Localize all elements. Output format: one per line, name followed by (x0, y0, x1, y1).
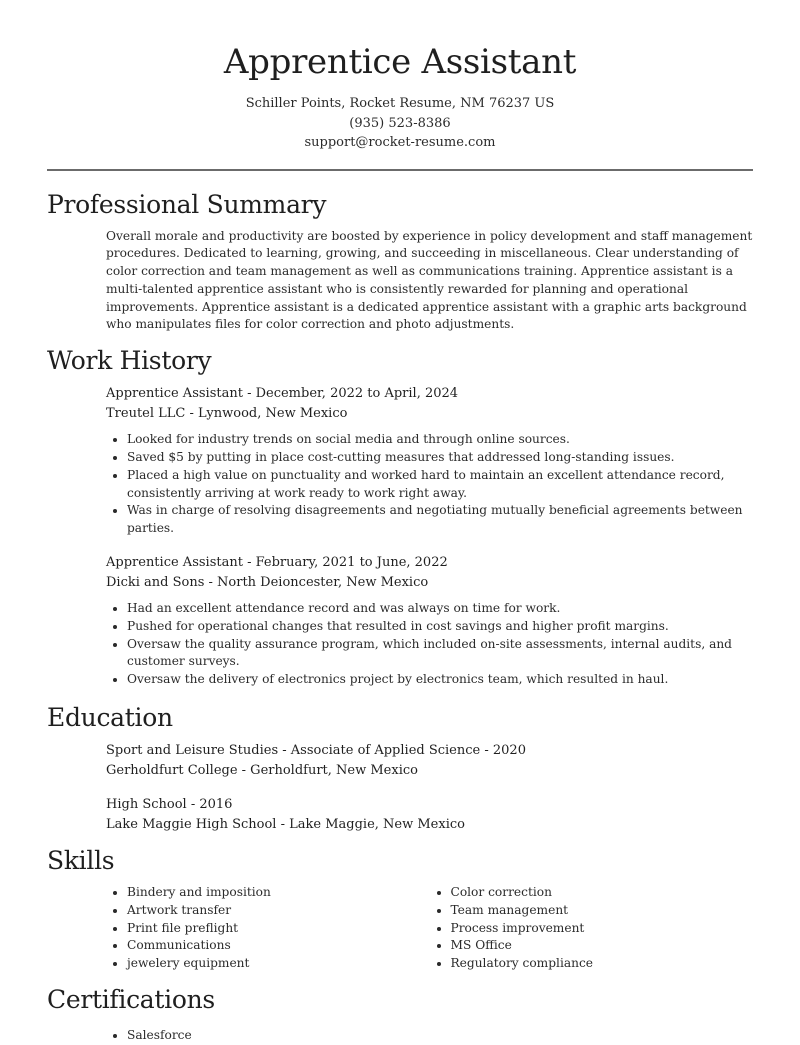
certifications-list (106, 1027, 753, 1045)
education-degree: Sport and Leisure Studies - Associate of Applied Science - 2020 (106, 743, 526, 759)
skill-item: • Communications (127, 937, 430, 955)
job-bullet: • Oversaw the quality assurance program, which included on-site assessments, internal audits, and customer surveys. (127, 636, 753, 672)
job-bullets (106, 431, 753, 538)
job-company: Treutel LLC - Lynwood, New Mexico (106, 405, 348, 421)
job-entry (106, 384, 753, 538)
skill-item: • Process improvement (451, 920, 754, 938)
skill-item: • Bindery and imposition (127, 884, 430, 902)
job-bullet: • Had an excellent attendance record and was always on time for work. (127, 600, 753, 618)
skill-item: • Team management (451, 902, 754, 920)
skill-item: • Print file preflight (127, 920, 430, 938)
section-title-education: Education (47, 703, 173, 733)
header-divider (47, 169, 753, 171)
candidate-name: Apprentice Assistant (223, 42, 577, 82)
work-history-section (0, 344, 800, 689)
email: support@rocket-resume.com (304, 135, 496, 150)
skill-item: • Artwork transfer (127, 902, 430, 920)
education-entry (106, 795, 753, 834)
job-bullet: • Looked for industry trends on social media and through online sources. (127, 431, 753, 449)
job-bullet: • Saved $5 by putting in place cost-cutting measures that addressed long-standing issues. (127, 449, 753, 467)
job-bullet: • Pushed for operational changes that resulted in cost savings and higher profit margins. (127, 618, 753, 636)
certification-item: • Salesforce (127, 1027, 753, 1045)
section-title-summary: Professional Summary (47, 189, 327, 219)
job-bullet: • Placed a high value on punctuality and worked hard to maintain an excellent attendance record, consistently arriving at work ready to work right away. (127, 467, 753, 503)
job-bullets (106, 600, 753, 689)
skill-item: • MS Office (451, 937, 754, 955)
address: Schiller Points, Rocket Resume, NM 76237 US (245, 96, 555, 111)
education-school: Gerholdfurt College - Gerholdfurt, New Mexico (106, 762, 418, 778)
education-section (0, 701, 800, 834)
section-title-certifications: Certifications (47, 985, 215, 1015)
skills-section (0, 844, 800, 973)
job-bullet: • Was in charge of resolving disagreements and negotiating mutually beneficial agreements between parties. (127, 502, 753, 538)
summary-section (0, 188, 800, 335)
section-title-skills: Skills (47, 846, 115, 876)
job-role: Apprentice Assistant - February, 2021 to June, 2022 (106, 555, 448, 571)
education-entry (106, 741, 753, 780)
skill-item: • jewelery equipment (127, 955, 430, 973)
job-bullet: • Oversaw the delivery of electronics project by electronics team, which resulted in haul. (127, 671, 753, 689)
job-entry (106, 553, 753, 689)
contact-info (0, 94, 800, 153)
phone: (935) 523-8386 (349, 115, 451, 131)
summary-text: Overall morale and productivity are boosted by experience in policy development and staff management procedures. Dedicated to learning, growing, and succeeding in miscellaneous. Clear understanding of color correction and team management as well as communications training. Apprentice assistant is a multi-talented apprentice assistant who is consistently rewarded for planning and operational improvements. Apprentice assistant is a dedicated apprentice assistant with a graphic arts background who manipulates files for color correction and photo adjustments. (106, 228, 753, 332)
resume-header (0, 0, 800, 153)
skills-list-right (430, 884, 754, 973)
skills-grid (106, 878, 753, 973)
skills-list-left (106, 884, 430, 973)
education-degree: High School - 2016 (106, 797, 233, 813)
section-title-work-history: Work History (47, 346, 212, 376)
skill-item: • Color correction (451, 884, 754, 902)
job-role: Apprentice Assistant - December, 2022 to April, 2024 (106, 386, 459, 402)
education-school: Lake Maggie High School - Lake Maggie, New Mexico (106, 816, 465, 832)
skill-item: • Regulatory compliance (451, 955, 754, 973)
certifications-section (0, 983, 800, 1045)
job-company: Dicki and Sons - North Deioncester, New Mexico (106, 574, 429, 590)
